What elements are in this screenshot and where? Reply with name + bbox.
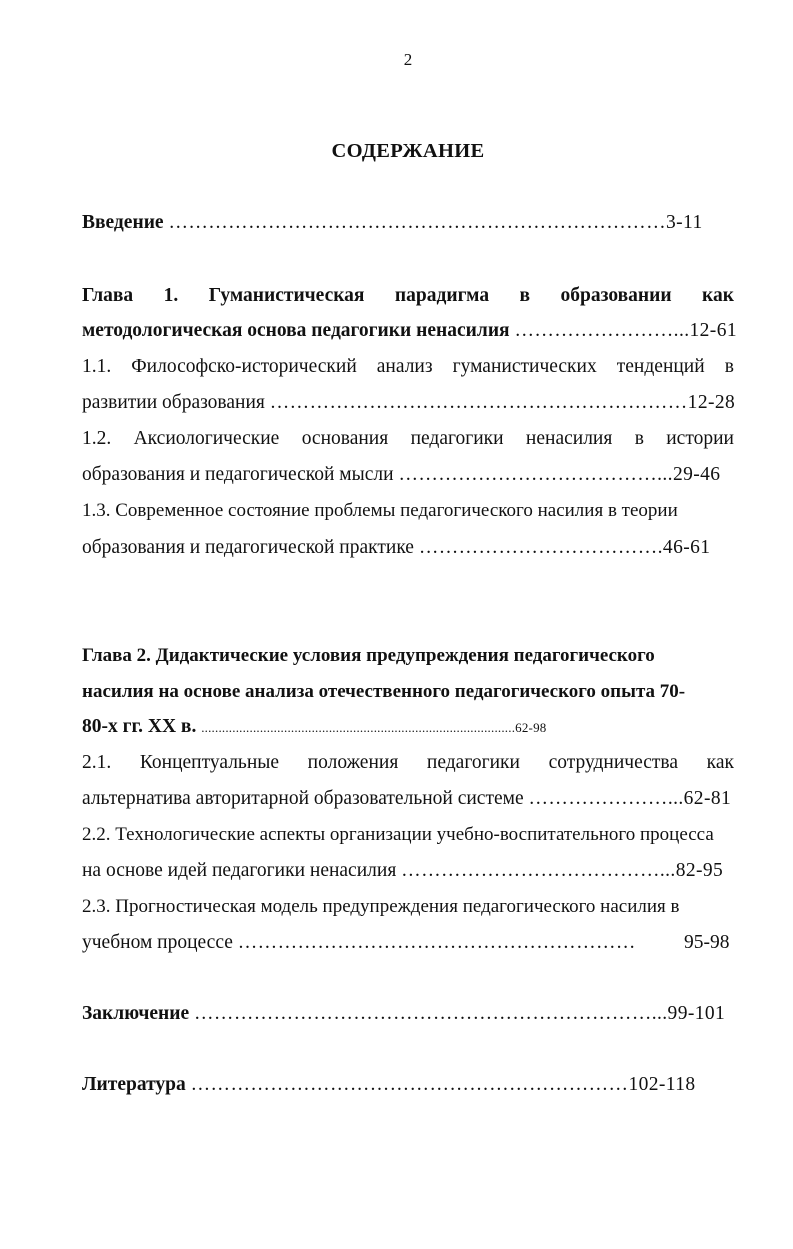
word: как xyxy=(706,752,734,773)
chapter2-leader: ...........................................................................................62-98 xyxy=(201,720,547,735)
chapter1-title-line2 xyxy=(82,320,737,342)
chapter1-title-line1 xyxy=(82,285,734,307)
toc-leader-intro: …………………………………………………………………3-11 xyxy=(168,212,703,233)
word: 2.1. xyxy=(82,752,112,773)
word: Глава xyxy=(82,285,134,306)
word: 1.1. xyxy=(82,356,112,377)
word: ненасилия xyxy=(525,428,613,449)
section-1-1-line2 xyxy=(82,392,735,414)
section-2-3-leader: …………………………………………………… xyxy=(237,932,636,953)
toc-label-conclusion: Заключение xyxy=(82,1003,190,1024)
chapter2-title-line2: насилия на основе анализа отечественного педагогического опыта 70- xyxy=(82,681,686,702)
section-2-1-leader: …………………...62-81 xyxy=(528,788,732,809)
word: сотрудничества xyxy=(548,752,679,773)
word: образовании xyxy=(560,285,672,306)
word: основания xyxy=(301,428,389,449)
section-1-1-line1 xyxy=(82,356,734,378)
section-2-1-text: альтернатива авторитарной образовательной системе xyxy=(82,788,524,809)
word: парадигма xyxy=(394,285,490,306)
section-2-3-line2 xyxy=(82,932,636,954)
word: Аксиологические xyxy=(133,428,280,449)
toc-label-literature: Литература xyxy=(82,1074,186,1095)
section-1-2-text: образования и педагогической мысли xyxy=(82,464,394,485)
section-1-3-line1: 1.3. Современное состояние проблемы педагогического насилия в теории xyxy=(82,500,678,521)
word: как xyxy=(702,285,734,306)
word: в xyxy=(634,428,644,449)
toc-entry-literature xyxy=(82,1074,696,1096)
word: анализ xyxy=(376,356,433,377)
chapter2-title-line1: Глава 2. Дидактические условия предупреждения педагогического xyxy=(82,645,655,666)
section-2-1-line2 xyxy=(82,788,731,810)
section-2-1-line1 xyxy=(82,752,734,774)
word: педагогики xyxy=(426,752,520,773)
section-1-3-leader: ……………………………….46-61 xyxy=(418,537,711,558)
chapter1-leader: ……………………...12-61 xyxy=(514,320,738,341)
page-number: 2 xyxy=(403,50,413,69)
toc-label-intro: Введение xyxy=(82,212,164,233)
word: педагогики xyxy=(410,428,504,449)
section-2-2-leader: …………………………………...82-95 xyxy=(401,860,724,881)
section-2-3-pages: 95-98 xyxy=(684,932,730,953)
section-1-2-leader: …………………………………...29-46 xyxy=(398,464,721,485)
section-2-2-text: на основе идей педагогики ненасилия xyxy=(82,860,397,881)
word: в xyxy=(519,285,531,306)
word: 1.2. xyxy=(82,428,112,449)
word: 1. xyxy=(163,285,179,306)
section-1-2-line2 xyxy=(82,464,720,486)
section-1-2-line1 xyxy=(82,428,734,450)
section-1-1-leader: ………………………………………………………12-28 xyxy=(269,392,736,413)
page-title: СОДЕРЖАНИЕ xyxy=(331,140,485,162)
toc-entry-conclusion xyxy=(82,1003,725,1025)
section-2-3-text: учебном процессе xyxy=(82,932,233,953)
word: гуманистических xyxy=(452,356,597,377)
section-1-1-text: развитии образования xyxy=(82,392,265,413)
chapter1-title-text: методологическая основа педагогики ненасилия xyxy=(82,320,510,341)
section-1-3-line2 xyxy=(82,537,710,559)
toc-leader-literature: …………………………………………………………102-118 xyxy=(190,1074,696,1095)
word: истории xyxy=(666,428,734,449)
toc-entry-intro xyxy=(82,212,703,234)
toc-leader-conclusion: ……………………………………………………………...99-101 xyxy=(194,1003,726,1024)
word: Концептуальные xyxy=(139,752,280,773)
word: тенденций xyxy=(616,356,705,377)
section-2-2-line1: 2.2. Технологические аспекты организации учебно-воспитательного процесса xyxy=(82,824,714,845)
word: в xyxy=(724,356,734,377)
word: Философско-исторический xyxy=(131,356,357,377)
word: Гуманистическая xyxy=(208,285,365,306)
chapter2-title-line3 xyxy=(82,716,546,738)
section-2-3-line1: 2.3. Прогностическая модель предупреждения педагогического насилия в xyxy=(82,896,680,917)
section-1-3-text: образования и педагогической практике xyxy=(82,537,414,558)
section-2-2-line2 xyxy=(82,860,723,882)
word: положения xyxy=(307,752,399,773)
chapter2-title-text: 80-х гг. XX в. xyxy=(82,716,197,737)
